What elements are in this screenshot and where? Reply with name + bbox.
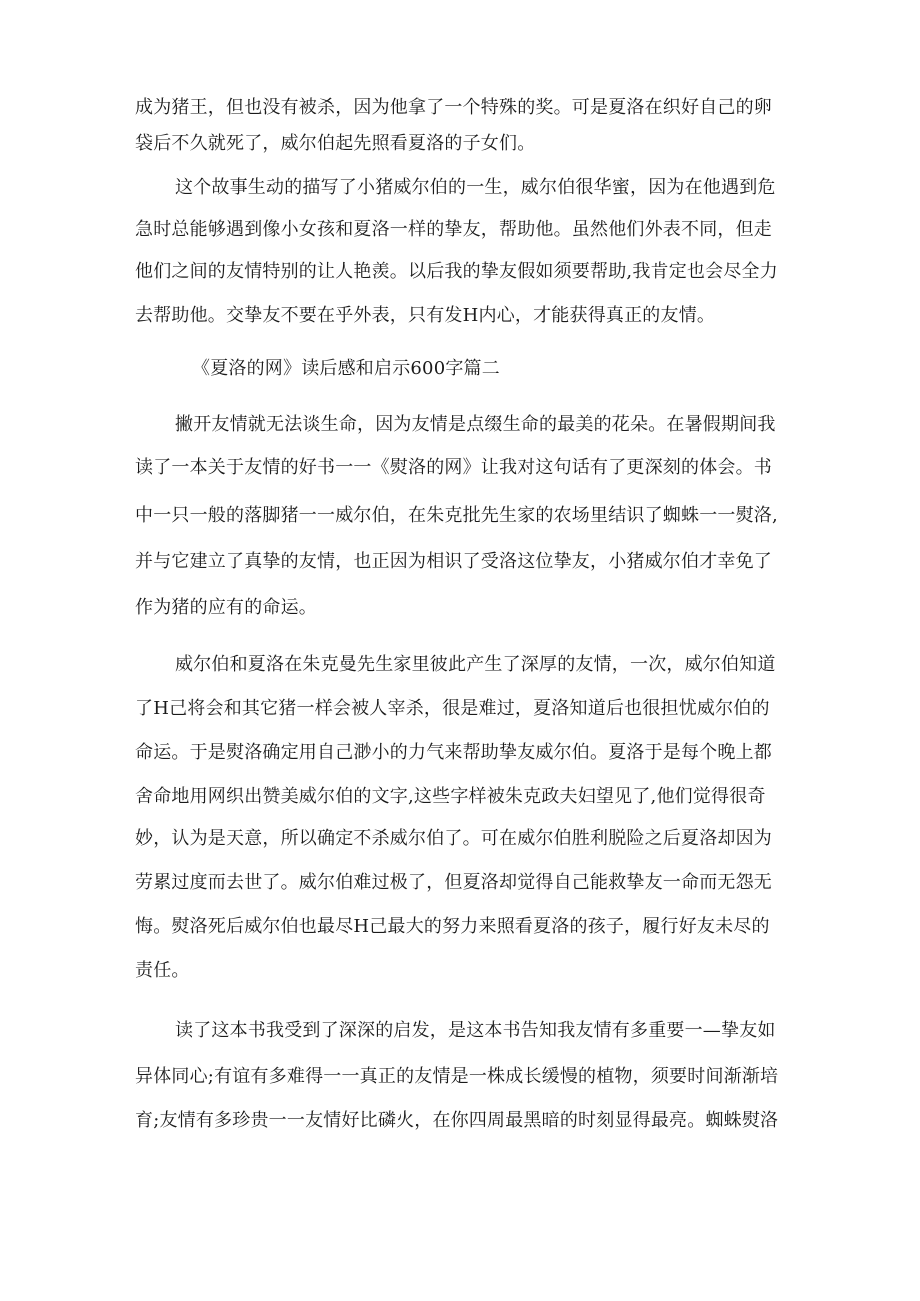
text-line: 舍命地用网织出赞美威尔伯的文字,这些字样被朱克政夫妇望见了,他们觉得很奇 [135,786,766,807]
paragraph-start-line: 撇开友情就无法谈生命，因为友情是点缀生命的最美的花朵。在暑假期间我 [175,414,776,435]
text-line: 命运。于是熨洛确定用自己渺小的力气来帮助挚友威尔伯。夏洛于是每个晚上都 [135,742,772,763]
text-line: 急时总能够遇到像小女孩和夏洛一样的挚友，帮助他。虽然他们外表不同，但走 [135,219,772,240]
text-line: 袋后不久就死了，威尔伯起先照看夏洛的子女们。 [135,133,536,154]
paragraph-start-line: 读了这本书我受到了深深的启发，是这本书告知我友情有多重要一—挚友如 [175,1020,776,1041]
paragraph-start-line: 威尔伯和夏洛在朱克曼先生家里彼此产生了深厚的友情，一次，威尔伯知道 [175,654,776,675]
paragraph-start-line: 这个故事生动的描写了小猪威尔伯的一生，威尔伯很华蜜，因为在他遇到危 [175,177,776,198]
text-line: 并与它建立了真挚的友情，也正因为相识了受洛这位挚友，小猪威尔伯才幸免了 [135,551,772,572]
text-line: 作为猪的应有的命运。 [135,597,317,618]
text-line: 了H己将会和其它猪一样会被人宰杀，很是难过，夏洛知道后也很担忧威尔伯的 [135,698,770,719]
text-line: 中一只一般的落脚猪一一威尔伯，在朱克批先生家的农场里结识了蜘蛛一一熨洛, [135,505,778,526]
text-line: 妙，认为是天意，所以确定不杀威尔伯了。可在威尔伯胜利脱险之后夏洛却因为 [135,828,772,849]
text-line: 悔。熨洛死后威尔伯也最尽H己最大的努力来照看夏洛的孩子，履行好友未尽的 [135,916,770,937]
text-line: 他们之间的友情特别的让人艳羡。以后我的挚友假如须要帮助,我肯定也会尽全力 [135,261,778,282]
text-line: 育;友情有多珍贵一一友情好比磷火，在你四周最黑暗的时刻显得最亮。蜘蛛熨洛 [135,1110,779,1131]
text-line: 异体同心;有谊有多难得一一真正的友情是一株成长缓慢的植物，须要时间渐渐培 [135,1066,779,1087]
section-heading: 《夏洛的网》读后感和启示600字篇二 [192,358,500,379]
text-line: 去帮助他。交挚友不要在乎外表，只有发H内心，才能获得真正的友情。 [135,305,716,326]
text-line: 成为猪王，但也没有被杀，因为他拿了一个特殊的奖。可是夏洛在织好自己的卵 [135,97,772,118]
text-line: 劳累过度而去世了。威尔伯难过极了，但夏洛却觉得自己能救挚友一命而无怨无 [135,872,772,893]
text-line: 读了一本关于友情的好书一一《熨洛的网》让我对这句话有了更深刻的体会。书 [135,457,772,478]
text-line: 责任。 [135,960,190,981]
